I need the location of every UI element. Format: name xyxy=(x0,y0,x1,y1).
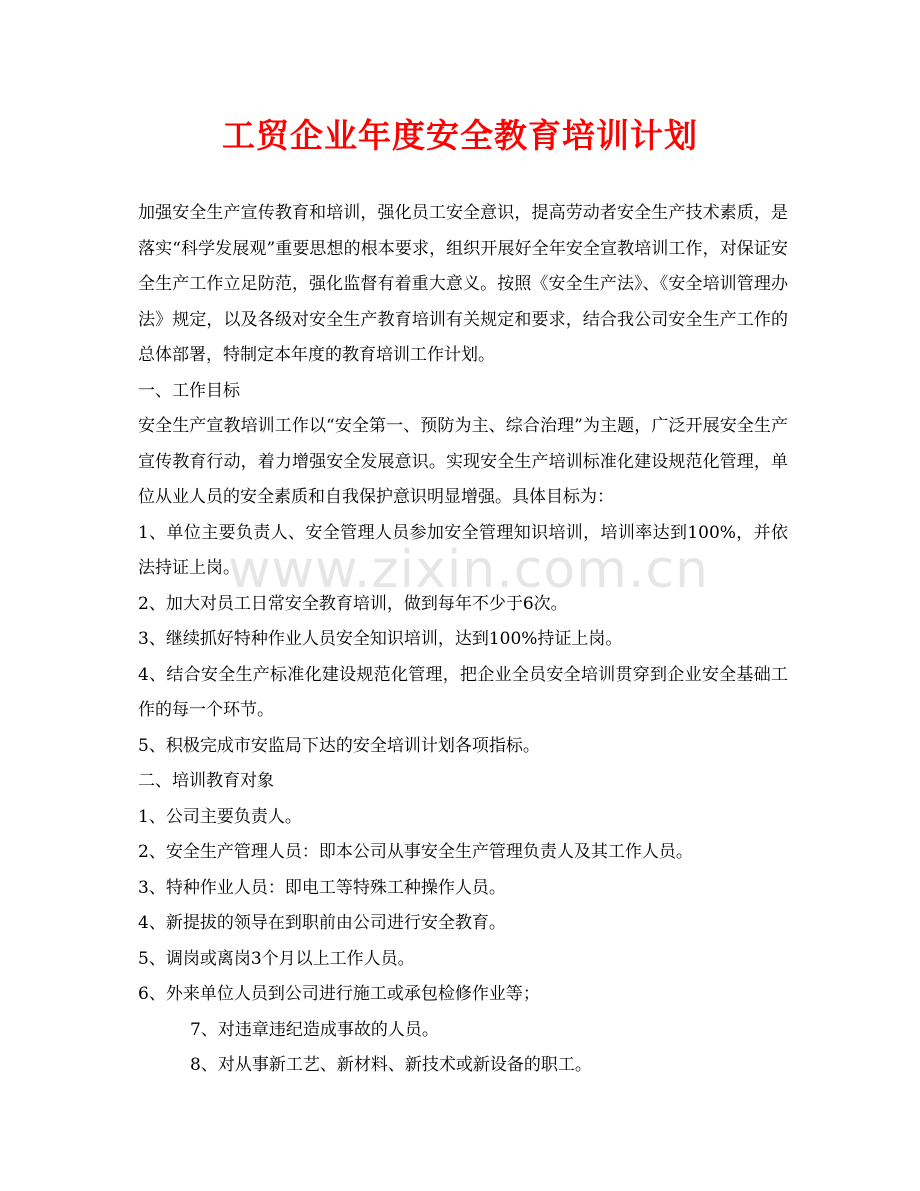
goal-item-2: 2、加大对员工日常安全教育培训，做到每年不少于6次。 xyxy=(138,593,568,614)
goal-item-4: 4、结合安全生产标准化建设规范化管理，把企业全员安全培训贯穿到企业安全基础工作的每一个环节。 xyxy=(138,664,788,720)
intro-paragraph: 加强安全生产宣传教育和培训，强化员工安全意识，提高劳动者安全生产技术素质，是落实“科学发展观”重要思想的根本要求，组织开展好全年安全宣教培训工作，对保证安全生产工作立足防范，强化监督有着重大意义。按照《安全生产法》、《安全培训管理办法》规定，以及各级对安全生产教育培训有关规定和要求，结合我公司安全生产工作的总体部署，特制定本年度的教育培训工作计划。 xyxy=(138,203,788,365)
section-heading-goals: 一、工作目标 xyxy=(138,380,240,401)
section-heading-targets: 二、培训教育对象 xyxy=(138,771,274,791)
target-item-4: 4、新提拔的领导在到职前由公司进行安全教育。 xyxy=(138,913,506,933)
goal-item-5: 5、积极完成市安监局下达的安全培训计划各项指标。 xyxy=(138,735,540,756)
goal-item-1: 1、单位主要负责人、安全管理人员参加安全管理知识培训，培训率达到100%，并依法持证上岗。 xyxy=(138,522,788,578)
watermark: www.zixin.com.cn xyxy=(228,540,709,600)
target-item-6: 6、外来单位人员到公司进行施工或承包检修作业等； xyxy=(138,984,540,1004)
target-item-8: 8、对从事新工艺、新材料、新技术或新设备的职工。 xyxy=(190,1055,592,1075)
document-body xyxy=(138,196,788,1084)
target-item-7: 7、对违章违纪造成事故的人员。 xyxy=(190,1019,439,1040)
target-item-3: 3、特种作业人员：即电工等特殊工种操作人员。 xyxy=(138,877,506,898)
target-item-2: 2、安全生产管理人员：即本公司从事安全生产管理负责人及其工作人员。 xyxy=(138,842,693,862)
goals-paragraph: 安全生产宣教培训工作以“安全第一、预防为主、综合治理”为主题，广泛开展安全生产宣传教育行动，着力增强安全发展意识。实现安全生产培训标准化建设规范化管理，单位从业人员的安全素质和自我保护意识明显增强。具体目标为： xyxy=(138,416,788,507)
target-item-1: 1、公司主要负责人。 xyxy=(138,806,302,827)
target-item-5: 5、调岗或离岗3个月以上工作人员。 xyxy=(138,948,415,969)
document-title: 工贸企业年度安全教育培训计划 xyxy=(222,116,698,155)
goal-item-3: 3、继续抓好特种作业人员安全知识培训，达到100%持证上岗。 xyxy=(138,629,623,649)
